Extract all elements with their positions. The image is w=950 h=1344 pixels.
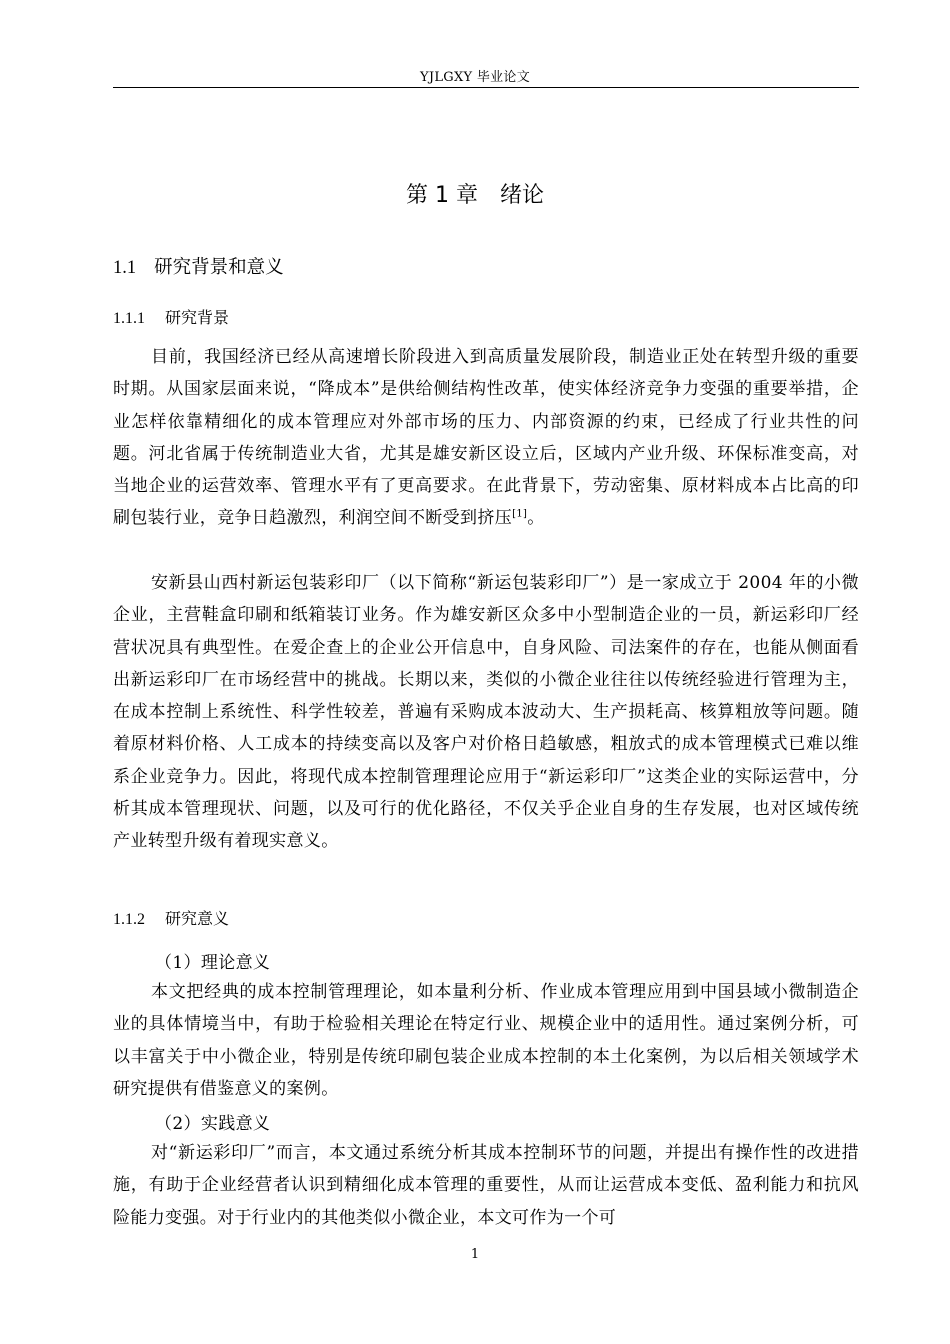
header-rule bbox=[113, 87, 859, 88]
body-paragraph: 安新县山西村新运包装彩印厂（以下简称“新运包装彩印厂”）是一家成立于 2004 年的小微企业，主营鞋盒印刷和纸箱装订业务。作为雄安新区众多中小型制造企业的一员，新运彩印厂经营状况具有典型性。在爱企查上的企业公开信息中，自身风险、司法案件的存在，也能从侧面看出新运彩印厂在市场经营中的挑战。长期以来，类似的小微企业往往以传统经验进行管理为主，在成本控制上系统性、科学性较差，普遍有采购成本波动大、生产损耗高、核算粗放等问题。随着原材料价格、人工成本的持续变高以及客户对价格日趋敏感，粗放式的成本管理模式已难以维系企业竞争力。因此，将现代成本控制管理理论应用于“新运彩印厂”这类企业的实际运营中，分析其成本管理现状、问题，以及可行的优化路径，不仅关乎企业自身的生存发展，也对区域传统产业转型升级有着现实意义。 bbox=[113, 573, 859, 852]
body-paragraph bbox=[113, 341, 859, 535]
subsection-number: 1.1.2 bbox=[113, 911, 145, 928]
subsection-heading bbox=[113, 305, 229, 328]
subsection-title: 研究背景 bbox=[165, 308, 230, 327]
section-title: 研究背景和意义 bbox=[154, 257, 284, 278]
subsection-number: 1.1.1 bbox=[113, 310, 145, 327]
list-item-label: （1）理论意义 bbox=[155, 953, 271, 973]
page-number: 1 bbox=[470, 1247, 480, 1262]
subsection-title: 研究意义 bbox=[165, 909, 230, 928]
body-paragraph: 本文把经典的成本控制管理理论，如本量利分析、作业成本管理应用到中国县域小微制造企业的具体情境当中，有助于检验相关理论在特定行业、规模企业中的适用性。通过案例分析，可以丰富关于中小微企业，特别是传统印刷包装企业成本控制的本土化案例，为以后相关领域学术研究提供有借鉴意义的案例。 bbox=[113, 982, 859, 1099]
list-item-label: （2）实践意义 bbox=[155, 1114, 271, 1134]
body-paragraph: 对“新运彩印厂”而言，本文通过系统分析其成本控制环节的问题，并提出有操作性的改进措施，有助于企业经营者认识到精细化成本管理的重要性，从而让运营成本变低、盈利能力和抗风险能力变强。对于行业内的其他类似小微企业，本文可作为一个可 bbox=[113, 1143, 859, 1228]
chapter-title: 第 1 章 绪论 bbox=[406, 183, 544, 208]
paragraph-end: 。 bbox=[527, 508, 545, 529]
paragraph-text: 目前，我国经济已经从高速增长阶段进入到高质量发展阶段，制造业正处在转型升级的重要时期。从国家层面来说，“降成本”是供给侧结构性改革，使实体经济竞争力变强的重要举措，企业怎样依靠精细化的成本管理应对外部市场的压力、内部资源的约束，已经成了行业共性的问题。河北省属于传统制造业大省，尤其是雄安新区设立后，区域内产业升级、环保标准变高，对当地企业的运营效率、管理水平有了更高要求。在此背景下，劳动密集、原材料成本占比高的印刷包装行业，竞争日趋激烈，利润空间不断受到挤压 bbox=[113, 347, 859, 529]
section-heading bbox=[113, 253, 284, 279]
section-number: 1.1 bbox=[113, 258, 137, 278]
subsection-heading bbox=[113, 906, 229, 929]
running-header: YJLGXY 毕业论文 bbox=[419, 70, 531, 85]
citation: [1] bbox=[512, 508, 528, 520]
